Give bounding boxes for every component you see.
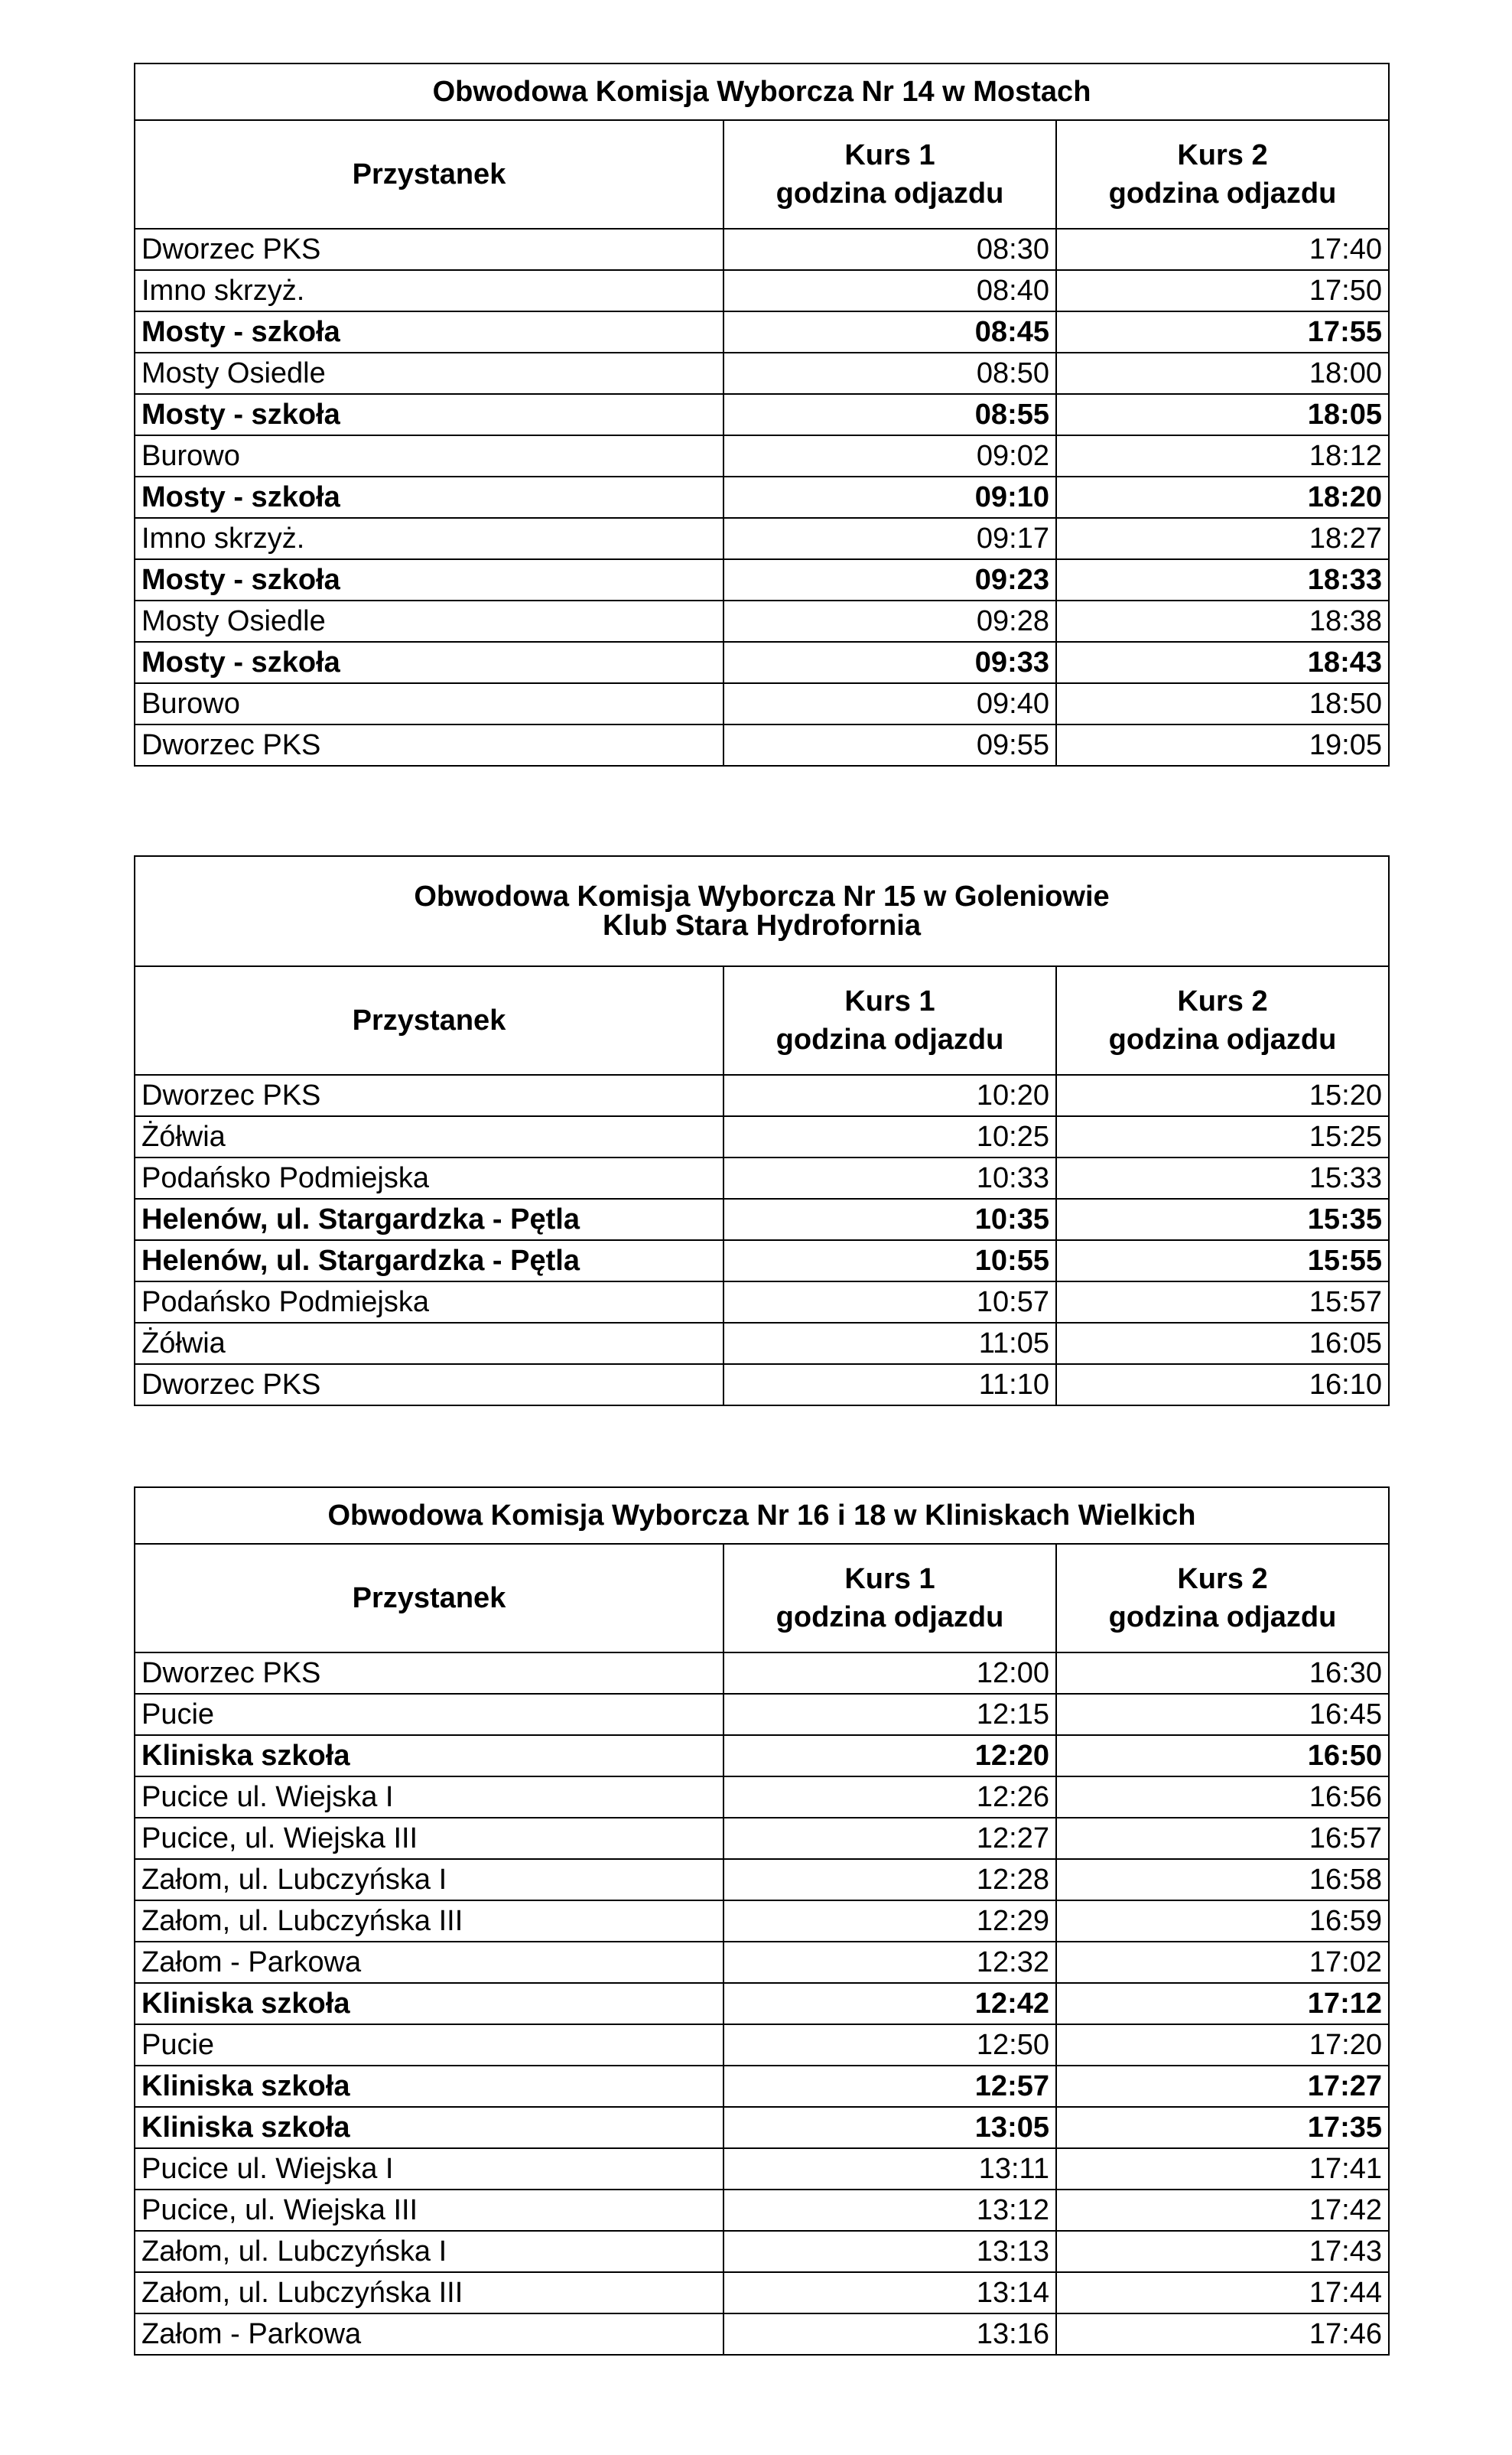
table-row — [135, 1116, 1389, 1157]
departure-kurs-2: 17:02 — [1056, 1942, 1389, 1983]
departure-kurs-1: 12:00 — [723, 1652, 1056, 1694]
departure-kurs-1: 12:32 — [723, 1942, 1056, 1983]
table-row — [135, 229, 1389, 270]
stop-name: Załom, ul. Lubczyńska I — [135, 2231, 723, 2272]
title-line: Klub Stara Hydrofornia — [603, 910, 921, 942]
stop-name: Podańsko Podmiejska — [135, 1157, 723, 1199]
header-kurs-2 — [1056, 966, 1389, 1075]
table-row — [135, 1281, 1389, 1323]
stop-name: Żółwia — [135, 1116, 723, 1157]
departure-kurs-1: 09:10 — [723, 477, 1056, 518]
header-departure-label: godzina odjazdu — [776, 1024, 1004, 1056]
header-kurs-1 — [723, 120, 1056, 229]
title-line: Obwodowa Komisja Wyborcza Nr 15 w Goleniowie — [414, 881, 1110, 913]
timetable-title-row — [135, 63, 1389, 120]
departure-kurs-1: 13:16 — [723, 2313, 1056, 2355]
table-row — [135, 1818, 1389, 1859]
table-row — [135, 353, 1389, 394]
stop-name: Imno skrzyż. — [135, 518, 723, 559]
table-row — [135, 1900, 1389, 1942]
timetable-title-row — [135, 856, 1389, 966]
stop-name: Mosty - szkoła — [135, 559, 723, 601]
stop-name: Kliniska szkoła — [135, 2107, 723, 2148]
departure-kurs-2: 16:45 — [1056, 1694, 1389, 1735]
stop-name: Załom - Parkowa — [135, 2313, 723, 2355]
stop-name: Dworzec PKS — [135, 1652, 723, 1694]
table-row — [135, 2024, 1389, 2066]
departure-kurs-1: 12:42 — [723, 1983, 1056, 2024]
departure-kurs-1: 09:40 — [723, 683, 1056, 724]
stop-name: Załom - Parkowa — [135, 1942, 723, 1983]
stop-name: Dworzec PKS — [135, 724, 723, 766]
departure-kurs-2: 18:20 — [1056, 477, 1389, 518]
stop-name: Dworzec PKS — [135, 1364, 723, 1405]
stop-name: Załom, ul. Lubczyńska III — [135, 1900, 723, 1942]
departure-kurs-1: 13:05 — [723, 2107, 1056, 2148]
table-row — [135, 724, 1389, 766]
departure-kurs-1: 10:35 — [723, 1199, 1056, 1240]
table-row — [135, 311, 1389, 353]
stop-name: Żółwia — [135, 1323, 723, 1364]
header-departure-label: godzina odjazdu — [1108, 177, 1337, 210]
departure-kurs-1: 11:05 — [723, 1323, 1056, 1364]
header-kurs-label: Kurs 2 — [1177, 985, 1268, 1017]
departure-kurs-1: 08:55 — [723, 394, 1056, 435]
table-row — [135, 2313, 1389, 2355]
table-row — [135, 642, 1389, 683]
departure-kurs-2: 17:40 — [1056, 229, 1389, 270]
column-header-row — [135, 120, 1389, 229]
departure-kurs-2: 17:44 — [1056, 2272, 1389, 2313]
table-row — [135, 2066, 1389, 2107]
header-stop: Przystanek — [135, 1544, 723, 1652]
departure-kurs-1: 10:57 — [723, 1281, 1056, 1323]
departure-kurs-1: 09:02 — [723, 435, 1056, 477]
timetable-2 — [134, 855, 1390, 1406]
departure-kurs-2: 17:43 — [1056, 2231, 1389, 2272]
departure-kurs-2: 17:42 — [1056, 2190, 1389, 2231]
stop-name: Dworzec PKS — [135, 229, 723, 270]
header-kurs-label: Kurs 1 — [844, 139, 935, 171]
departure-kurs-1: 12:27 — [723, 1818, 1056, 1859]
timetable-3 — [134, 1486, 1390, 2356]
table-row — [135, 1157, 1389, 1199]
stop-name: Pucice, ul. Wiejska III — [135, 2190, 723, 2231]
departure-kurs-2: 18:05 — [1056, 394, 1389, 435]
header-kurs-label: Kurs 2 — [1177, 1563, 1268, 1595]
departure-kurs-2: 18:50 — [1056, 683, 1389, 724]
stop-name: Kliniska szkoła — [135, 2066, 723, 2107]
departure-kurs-1: 10:55 — [723, 1240, 1056, 1281]
header-kurs-1 — [723, 1544, 1056, 1652]
table-row — [135, 1075, 1389, 1116]
departure-kurs-2: 16:50 — [1056, 1735, 1389, 1776]
departure-kurs-1: 12:26 — [723, 1776, 1056, 1818]
stop-name: Mosty - szkoła — [135, 477, 723, 518]
departure-kurs-2: 16:57 — [1056, 1818, 1389, 1859]
table-row — [135, 2231, 1389, 2272]
stop-name: Pucie — [135, 1694, 723, 1735]
departure-kurs-1: 08:40 — [723, 270, 1056, 311]
departure-kurs-1: 08:30 — [723, 229, 1056, 270]
stop-name: Pucice ul. Wiejska I — [135, 2148, 723, 2190]
table-row — [135, 1776, 1389, 1818]
departure-kurs-1: 13:12 — [723, 2190, 1056, 2231]
table-row — [135, 1859, 1389, 1900]
departure-kurs-2: 18:00 — [1056, 353, 1389, 394]
table-row — [135, 559, 1389, 601]
header-kurs-2 — [1056, 120, 1389, 229]
departure-kurs-1: 11:10 — [723, 1364, 1056, 1405]
departure-kurs-2: 17:12 — [1056, 1983, 1389, 2024]
title-line: Obwodowa Komisja Wyborcza Nr 14 w Mostach — [432, 76, 1091, 108]
departure-kurs-2: 15:57 — [1056, 1281, 1389, 1323]
departure-kurs-1: 09:55 — [723, 724, 1056, 766]
departure-kurs-2: 17:35 — [1056, 2107, 1389, 2148]
table-row — [135, 1694, 1389, 1735]
departure-kurs-1: 13:14 — [723, 2272, 1056, 2313]
header-departure-label: godzina odjazdu — [776, 1601, 1004, 1633]
departure-kurs-1: 09:23 — [723, 559, 1056, 601]
departure-kurs-1: 12:57 — [723, 2066, 1056, 2107]
departure-kurs-1: 09:28 — [723, 601, 1056, 642]
table-row — [135, 601, 1389, 642]
stop-name: Kliniska szkoła — [135, 1735, 723, 1776]
table-row — [135, 683, 1389, 724]
departure-kurs-2: 18:12 — [1056, 435, 1389, 477]
header-departure-label: godzina odjazdu — [1108, 1024, 1337, 1056]
departure-kurs-2: 18:43 — [1056, 642, 1389, 683]
stop-name: Mosty Osiedle — [135, 601, 723, 642]
departure-kurs-1: 09:17 — [723, 518, 1056, 559]
column-header-row — [135, 1544, 1389, 1652]
table-row — [135, 1942, 1389, 1983]
table-row — [135, 1364, 1389, 1405]
stop-name: Mosty - szkoła — [135, 394, 723, 435]
departure-kurs-2: 16:10 — [1056, 1364, 1389, 1405]
timetable-title — [135, 856, 1389, 966]
header-kurs-label: Kurs 2 — [1177, 139, 1268, 171]
departure-kurs-1: 12:50 — [723, 2024, 1056, 2066]
timetable-1 — [134, 63, 1390, 767]
departure-kurs-2: 17:46 — [1056, 2313, 1389, 2355]
stop-name: Pucie — [135, 2024, 723, 2066]
departure-kurs-2: 16:30 — [1056, 1652, 1389, 1694]
departure-kurs-1: 13:13 — [723, 2231, 1056, 2272]
departure-kurs-2: 19:05 — [1056, 724, 1389, 766]
column-header-row — [135, 966, 1389, 1075]
departure-kurs-1: 12:20 — [723, 1735, 1056, 1776]
header-stop: Przystanek — [135, 120, 723, 229]
departure-kurs-2: 17:27 — [1056, 2066, 1389, 2107]
stop-name: Imno skrzyż. — [135, 270, 723, 311]
departure-kurs-1: 09:33 — [723, 642, 1056, 683]
departure-kurs-2: 16:56 — [1056, 1776, 1389, 1818]
header-kurs-1 — [723, 966, 1056, 1075]
departure-kurs-2: 15:55 — [1056, 1240, 1389, 1281]
departure-kurs-2: 17:55 — [1056, 311, 1389, 353]
header-kurs-label: Kurs 1 — [844, 1563, 935, 1595]
departure-kurs-2: 15:33 — [1056, 1157, 1389, 1199]
stop-name: Pucice, ul. Wiejska III — [135, 1818, 723, 1859]
stop-name: Kliniska szkoła — [135, 1983, 723, 2024]
table-row — [135, 1983, 1389, 2024]
departure-kurs-2: 17:50 — [1056, 270, 1389, 311]
table-row — [135, 435, 1389, 477]
table-row — [135, 2190, 1389, 2231]
timetable-title-row — [135, 1487, 1389, 1544]
table-row — [135, 518, 1389, 559]
departure-kurs-1: 12:15 — [723, 1694, 1056, 1735]
header-departure-label: godzina odjazdu — [776, 177, 1004, 210]
table-row — [135, 1735, 1389, 1776]
departure-kurs-1: 12:29 — [723, 1900, 1056, 1942]
stop-name: Dworzec PKS — [135, 1075, 723, 1116]
timetable-title — [135, 63, 1389, 120]
departure-kurs-2: 15:25 — [1056, 1116, 1389, 1157]
table-row — [135, 2107, 1389, 2148]
title-line: Obwodowa Komisja Wyborcza Nr 16 i 18 w Kliniskach Wielkich — [327, 1499, 1196, 1532]
stop-name: Załom, ul. Lubczyńska III — [135, 2272, 723, 2313]
departure-kurs-1: 08:45 — [723, 311, 1056, 353]
table-row — [135, 477, 1389, 518]
stop-name: Burowo — [135, 435, 723, 477]
departure-kurs-2: 15:20 — [1056, 1075, 1389, 1116]
departure-kurs-2: 18:38 — [1056, 601, 1389, 642]
departure-kurs-2: 15:35 — [1056, 1199, 1389, 1240]
header-kurs-label: Kurs 1 — [844, 985, 935, 1017]
table-row — [135, 2148, 1389, 2190]
departure-kurs-2: 16:58 — [1056, 1859, 1389, 1900]
departure-kurs-2: 18:33 — [1056, 559, 1389, 601]
timetable-title — [135, 1487, 1389, 1544]
stop-name: Podańsko Podmiejska — [135, 1281, 723, 1323]
header-kurs-2 — [1056, 1544, 1389, 1652]
departure-kurs-2: 17:20 — [1056, 2024, 1389, 2066]
stop-name: Helenów, ul. Stargardzka - Pętla — [135, 1240, 723, 1281]
stop-name: Załom, ul. Lubczyńska I — [135, 1859, 723, 1900]
stop-name: Mosty - szkoła — [135, 311, 723, 353]
departure-kurs-2: 18:27 — [1056, 518, 1389, 559]
table-row — [135, 2272, 1389, 2313]
departure-kurs-1: 10:25 — [723, 1116, 1056, 1157]
stop-name: Mosty - szkoła — [135, 642, 723, 683]
departure-kurs-2: 16:05 — [1056, 1323, 1389, 1364]
departure-kurs-1: 10:33 — [723, 1157, 1056, 1199]
departure-kurs-1: 12:28 — [723, 1859, 1056, 1900]
table-row — [135, 1652, 1389, 1694]
departure-kurs-2: 17:41 — [1056, 2148, 1389, 2190]
table-row — [135, 1323, 1389, 1364]
table-row — [135, 1199, 1389, 1240]
table-row — [135, 1240, 1389, 1281]
header-departure-label: godzina odjazdu — [1108, 1601, 1337, 1633]
header-stop: Przystanek — [135, 966, 723, 1075]
departure-kurs-1: 13:11 — [723, 2148, 1056, 2190]
stop-name: Burowo — [135, 683, 723, 724]
departure-kurs-2: 16:59 — [1056, 1900, 1389, 1942]
stop-name: Mosty Osiedle — [135, 353, 723, 394]
departure-kurs-1: 08:50 — [723, 353, 1056, 394]
stop-name: Pucice ul. Wiejska I — [135, 1776, 723, 1818]
stop-name: Helenów, ul. Stargardzka - Pętla — [135, 1199, 723, 1240]
departure-kurs-1: 10:20 — [723, 1075, 1056, 1116]
table-row — [135, 270, 1389, 311]
table-row — [135, 394, 1389, 435]
